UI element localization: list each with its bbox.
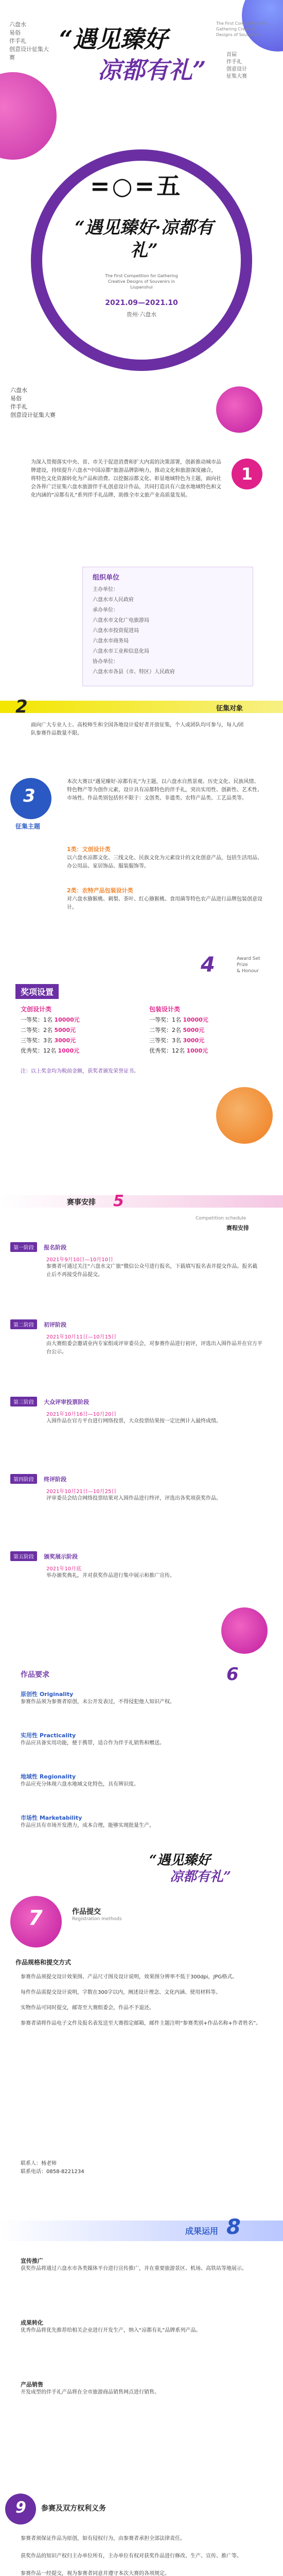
poster <box>0 118 283 448</box>
results-text: 优秀作品将优先推荐给相关企业进行开发生产，纳入“凉都有礼”品牌系列产品。 <box>21 2328 201 2333</box>
awards-group2 <box>149 1015 252 1056</box>
awards-badge: 4 <box>201 953 215 977</box>
org-item: 六盘水市商务局 <box>93 638 129 644</box>
schedule-stage-name: 第二阶段 <box>10 1319 37 1329</box>
requirements-badge: 6 <box>226 1664 239 1685</box>
award-rank: 二等奖：2名 <box>21 1027 52 1033</box>
schedule-stage-title: 初评阶段 <box>44 1321 67 1328</box>
award-row <box>149 1036 252 1046</box>
poster-bubble-magenta <box>216 386 262 433</box>
requirements-head: 市场性 Marketability <box>21 1815 82 1821</box>
requirements-head: 地域性 Regionality <box>21 1773 76 1780</box>
submission-item: 参赛作品须提交设计效果图、产品尺寸图及设计说明，效果图分辨率不低于300dpi，JPG格式。 <box>21 1974 238 1980</box>
schedule-stage-title: 终评阶段 <box>44 1476 67 1483</box>
schedule-stage-date: 2021年10月16日—10月20日 <box>46 1412 117 1417</box>
poster-org: 贵州·六盘水 <box>126 311 157 318</box>
rights-list <box>21 2535 262 2576</box>
award-prize: 5000元 <box>183 1027 205 1033</box>
requirements-text: 作品应具有市场开发潜力，成本合理，能够实现批量生产。 <box>21 1823 154 1828</box>
schedule-section <box>0 1192 283 1659</box>
award-prize: 1000元 <box>58 1047 80 1054</box>
rights-badge: 9 <box>15 2499 26 2517</box>
requirements-text: 作品应具备实用功能，便于携带，适合作为伴手礼销售和赠送。 <box>21 1740 165 1746</box>
award-prize: 3000元 <box>54 1037 76 1044</box>
submission-title: 作品提交 <box>72 1908 101 1916</box>
org-list <box>93 585 247 677</box>
schedule-en: Competition schedule <box>196 1216 246 1221</box>
theme-cat2-text: 对六盘水猕猴桃、刺梨、茶叶、红心猕猴桃、食用菌等特色农产品进行品牌包装创意设计。 <box>67 896 262 910</box>
schedule-stage-text: 入围作品在官方平台进行网络投票，大众投票结果按一定比例计入最终成绩。 <box>46 1418 221 1424</box>
schedule-stage-text: 评审委员会结合网络投票结果对入围作品进行终评，评选出各奖项获奖作品。 <box>46 1496 221 1501</box>
results-head: 成果转化 <box>21 2319 43 2326</box>
schedule-stage-date: 2021年10月11日—10月15日 <box>46 1334 117 1340</box>
poster-date: 2021.09—2021.10 <box>105 299 178 307</box>
schedule-badge: 5 <box>113 1192 124 1210</box>
org-item: 承办单位： <box>93 607 118 613</box>
rights-item: 获奖作品的知识产权归主办单位所有，主办单位有权对获奖作品进行修改、生产、宣传、推广等。 <box>21 2553 242 2559</box>
results-head: 宣传推广 <box>21 2258 43 2264</box>
award-rank: 三等奖：3名 <box>149 1037 181 1044</box>
poster-en-subtitle: The First Competition for Gathering Creative Designs of Souvenirs in Liupanshui <box>105 274 178 290</box>
award-prize: 10000元 <box>54 1016 80 1023</box>
award-rank: 优秀奖：12名 <box>21 1047 56 1054</box>
schedule-stage-name: 第三阶段 <box>10 1397 37 1406</box>
award-rank: 一等奖：1名 <box>149 1016 181 1023</box>
theme-cat1-text: 以六盘水凉都文化、三线文化、民族文化为元素设计的文化创意产品，包括生活用品、办公用品、家居饰品、服装服饰等。 <box>67 855 262 869</box>
award-prize: 10000元 <box>183 1016 208 1023</box>
results-section <box>0 2215 283 2483</box>
requirements-section <box>0 1664 283 1886</box>
header-left-title-line: 伴手礼 <box>9 38 26 44</box>
submission-item: 实物作品可同时提交，邮寄至大赛组委会，作品不予退还。 <box>21 2005 154 2011</box>
submission-contact1: 联系人：杨老师 <box>21 2161 57 2166</box>
award-rank: 优秀奖：12名 <box>149 1047 185 1054</box>
results-title: 成果运用 <box>185 2226 219 2236</box>
schedule-stage <box>10 1319 273 1386</box>
org-item: 六盘水市各县（市、特区）人民政府 <box>93 669 175 675</box>
award-rank: 二等奖：2名 <box>149 1027 181 1033</box>
award-row <box>21 1025 123 1036</box>
poster-roman-numerals: =○=五 <box>90 172 183 200</box>
award-prize: 3000元 <box>183 1037 205 1044</box>
header-right-en: The First Competition for Gathering Creative Designs of Souvenirs <box>216 21 268 37</box>
schedule-stage-title: 颁奖展示阶段 <box>44 1553 78 1560</box>
theme-section <box>0 773 283 938</box>
schedule-stage-title: 报名阶段 <box>44 1244 67 1251</box>
schedule-stage-name: 第五阶段 <box>10 1551 37 1561</box>
schedule-stage-date: 2021年10月底 <box>46 1566 82 1572</box>
schedule-bar <box>0 1195 283 1208</box>
results-item <box>21 2318 262 2335</box>
rights-item: 参赛作品一经提交，视为参赛者同意并遵守本次大赛的各项规定。 <box>21 2571 170 2576</box>
schedule-stage-text: 由大赛组委会邀请业内专家组成评审委员会，对参赛作品进行初评，评选出入围作品并在官方平台公示。 <box>46 1341 262 1355</box>
results-head: 产品销售 <box>21 2381 43 2388</box>
rights-title: 参赛及双方权利义务 <box>41 2504 106 2513</box>
theme-num: 3 <box>23 786 36 806</box>
requirements-item <box>21 1690 262 1706</box>
awards-group1 <box>21 1015 123 1056</box>
submission-en: Registration methods <box>72 1917 122 1922</box>
award-rank: 三等奖：3名 <box>21 1037 52 1044</box>
org-item: 六盘水市工业和信息化局 <box>93 649 149 654</box>
schedule-stage-text: 参赛者可通过关注“六盘水文广旅”微信公众号进行报名，下载填写报名表并提交作品。报名截止后不再接受作品提交。 <box>46 1264 258 1278</box>
results-badge: 8 <box>226 2215 241 2239</box>
schedule-bubble <box>221 1607 268 1654</box>
awards-note: 注：以上奖金均为税前金额，获奖者颁发荣誉证书。 <box>21 1069 139 1074</box>
intro-section <box>0 453 283 556</box>
schedule-stage-title: 大众评审投票阶段 <box>44 1399 90 1405</box>
results-text: 开发成型的伴手礼产品将在全市旅游商品销售网点进行销售。 <box>21 2389 160 2395</box>
header-right-cn: 首届 伴手礼 创意设计 征集大赛 <box>226 52 247 79</box>
header <box>0 0 283 118</box>
award-rank: 一等奖：1名 <box>21 1016 52 1023</box>
org-item: 协办单位： <box>93 659 118 665</box>
org-section <box>0 562 283 696</box>
requirements-head: 原创性 Originality <box>21 1691 74 1698</box>
results-text: 获奖作品将通过六盘水市各类媒体平台进行宣传推广，并在重要旅游景区、机场、高铁站等地展示。 <box>21 2266 247 2272</box>
results-item <box>21 2380 262 2397</box>
requirements-calig-line1: “遇见臻好 <box>149 1853 210 1868</box>
org-item: 六盘水市投资促进局 <box>93 628 139 634</box>
award-prize: 1000元 <box>186 1047 208 1054</box>
schedule-label-cn: 赛程安排 <box>226 1225 249 1231</box>
objects-num: 2 <box>15 697 28 717</box>
awards-group2-title: 包装设计类 <box>149 1006 181 1013</box>
requirements-item <box>21 1731 262 1748</box>
header-left-title <box>9 21 50 62</box>
theme-cat2-title: 2类：农特产品包装设计类 <box>67 887 133 894</box>
submission-section <box>0 1891 283 2210</box>
rights-item: 参赛者须保证作品为原创，如有侵权行为，由参赛者承担全部法律责任。 <box>21 2536 185 2541</box>
org-item: 六盘水市文化广电旅游局 <box>93 618 149 623</box>
requirements-text: 作品应充分体现六盘水地域文化特色，具有辨识度。 <box>21 1782 139 1787</box>
schedule-stage <box>10 1396 273 1463</box>
header-left-title-line: 创意设计征集大赛 <box>9 46 49 61</box>
schedule-stage-date: 2021年10月21日—10月25日 <box>46 1489 117 1495</box>
award-row <box>21 1036 123 1046</box>
intro-badge: 1 <box>232 459 262 489</box>
schedule-stage <box>10 1551 273 1618</box>
header-left-title-line: 易俗 <box>9 29 21 36</box>
schedule-stage-date: 2021年9月10日—10月10日 <box>46 1257 113 1263</box>
header-calig-line1: “遇见臻好 <box>59 25 168 53</box>
schedule-stage <box>10 1473 273 1540</box>
requirements-text: 参赛作品须为参赛者原创，未公开发表过，不得侵犯他人知识产权。 <box>21 1699 175 1705</box>
objects-title: 征集对象 <box>216 705 243 713</box>
header-calig-line2: 凉都有礼” <box>98 56 206 84</box>
award-row <box>21 1015 123 1025</box>
requirements-item <box>21 1772 262 1789</box>
theme-title: 征集主题 <box>15 823 41 830</box>
submission-contact2: 联系电话：0858-8221234 <box>21 2169 84 2175</box>
org-item: 六盘水市人民政府 <box>93 597 134 603</box>
schedule-stage-name: 第四阶段 <box>10 1474 37 1484</box>
requirements-title: 作品要求 <box>21 1671 49 1679</box>
submission-item: 每件作品需提交设计说明，字数在300字以内，阐述设计理念、文化内涵、使用材料等。 <box>21 1990 221 1995</box>
schedule-stage <box>10 1242 273 1309</box>
award-row <box>21 1046 123 1056</box>
submission-list <box>21 1973 262 2035</box>
awards-section <box>0 943 283 1190</box>
theme-text: 本次大赛以“遇见臻好·凉都有礼”为主题，以六盘水自然景观、历史文化、民族风情、特色物产等为创作元素，设计具有凉都特色的伴手礼，突出实用性、创新性、艺术性、市场性。作品类别包括但不限于：文创类、非遗类、农特产品类、工艺品类等。 <box>67 779 262 801</box>
schedule-title: 赛事安排 <box>67 1198 96 1207</box>
intro-text: 为深入贯彻落实中央、省、市关于促进消费和扩大内需的决策部署，创新推动城市品牌建设，持续提升六盘水“中国凉都”旅游品牌影响力，推动文化和旅游深度融合，将特色文化资源转化为产品和消费。以挖掘凉都文化、彰显地域特色为主题，面向社会各界广泛征集六盘水旅游伴手礼创意设计作品，共同打造具有六盘水地域特色和文化内涵的“凉都有礼”系列伴手礼品牌，助推全市文旅产业高质量发展。 <box>31 460 221 498</box>
org-title: 组织单位 <box>93 574 120 582</box>
results-item <box>21 2257 262 2273</box>
rights-section <box>0 2488 283 2576</box>
header-left-title-line: 六盘水 <box>9 21 26 28</box>
theme-cat1-title: 1类：文创设计类 <box>67 846 111 853</box>
award-row <box>149 1025 252 1036</box>
org-item: 主办单位： <box>93 587 118 592</box>
requirements-calig-line2: 凉都有礼” <box>170 1869 231 1885</box>
awards-title: 奖项设置 <box>15 984 59 999</box>
award-prize: 5000元 <box>54 1027 76 1033</box>
submission-subtitle: 作品规格和提交方式 <box>15 1959 72 1966</box>
awards-side-en: Award Set Prize & Honour <box>237 956 260 974</box>
awards-group1-title: 文创设计类 <box>21 1006 52 1013</box>
submission-item: 参赛者请将作品电子文件及报名表发送至大赛指定邮箱，邮件主题注明“参赛类别+作品名称+作者姓名”。 <box>21 2021 261 2026</box>
award-row <box>149 1046 252 1056</box>
requirements-head: 实用性 Practicality <box>21 1732 76 1739</box>
poster-side-cn: 六盘水 易俗 伴手礼 创意设计征集大赛 <box>10 387 56 418</box>
objects-text: 面向广大专业人士、高校师生和全国各地设计爱好者开放征集，个人或团队均可参与，每人/团队参赛作品数量不限。 <box>31 722 244 736</box>
award-row <box>149 1015 252 1025</box>
poster-circle-text: “遇见臻好·凉都有礼” <box>75 217 214 261</box>
awards-bubble <box>216 1087 273 1144</box>
objects-section <box>0 697 283 768</box>
schedule-stage-text: 举办颁奖典礼，并对获奖作品进行集中展示和推广宣传。 <box>46 1573 175 1579</box>
schedule-stage-name: 第一阶段 <box>10 1242 37 1252</box>
submission-badge: 7 <box>28 1906 43 1930</box>
requirements-item <box>21 1814 262 1830</box>
